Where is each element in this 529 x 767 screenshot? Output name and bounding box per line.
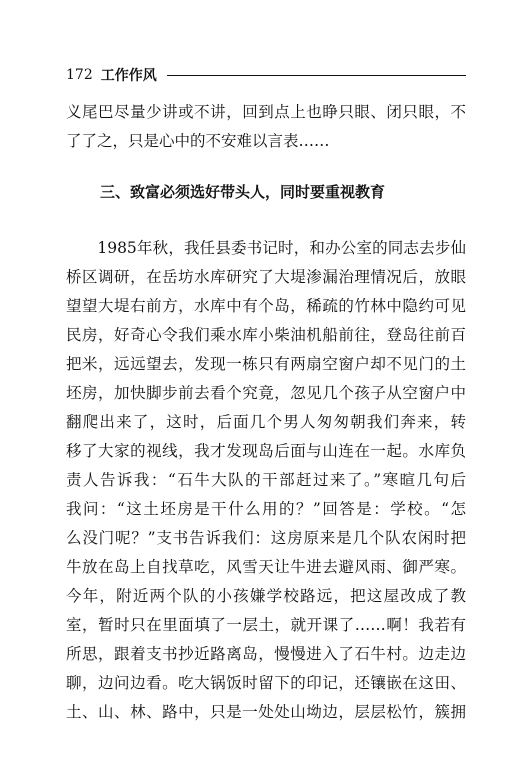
body-line: 我问：“这土坯房是干什么用的？”回答是：学校。“怎: [66, 500, 466, 518]
header-rule: [167, 75, 466, 76]
section-heading: 三、致富必须选好带头人，同时要重视教育: [100, 183, 386, 201]
page-header: [66, 64, 466, 86]
body-line: 么没门呢？”支书告诉我们：这房原来是几个队农闲时把: [66, 529, 466, 547]
body-line: 望望大堤右前方，水库中有个岛，稀疏的竹林中隐约可见: [66, 297, 466, 315]
body-line: 今年，附近两个队的小孩嫌学校路远，把这屋改成了教: [66, 587, 466, 605]
body-line: 土、山、林、路中，只是一处处山坳边，层层松竹，簇拥: [66, 703, 466, 721]
body-line: 牛放在岛上自找草吃，风雪天让牛进去避风雨、御严寒。: [66, 558, 466, 576]
body-line: 1985年秋，我任县委书记时，和办公室的同志去步仙: [66, 239, 466, 257]
body-line: 移了大家的视线，我才发现岛后面与山连在一起。水库负: [66, 442, 466, 460]
body-line: 室，暂时只在里面填了一层土，就开课了……啊！我若有: [66, 616, 466, 634]
body-line: 把米，远远望去，发现一栋只有两扇空窗户却不见门的土: [66, 355, 466, 373]
body-line: 责人告诉我：“石牛大队的干部赶过来了。”寒暄几句后: [66, 471, 466, 489]
page-number: 172: [66, 67, 93, 83]
body-line: 聊，边问边看。吃大锅饭时留下的印记，还镶嵌在这田、: [66, 674, 466, 692]
body-line: 翻爬出来了，这时，后面几个男人匆匆朝我们奔来，转: [66, 413, 466, 431]
body-line: 桥区调研，在岳坊水库研究了大堤渗漏治理情况后，放眼: [66, 268, 466, 286]
running-title: 工作作风: [100, 68, 157, 84]
intro-line: 了了之，只是心中的不安难以言表……: [66, 132, 330, 150]
body-line: 坯房，加快脚步前去看个究竟，忽见几个孩子从空窗户中: [66, 384, 466, 402]
intro-line: 义尾巴尽量少讲或不讲，回到点上也睁只眼、闭只眼，不: [66, 103, 466, 121]
body-line: 所思，跟着支书抄近路离岛，慢慢进入了石牛村。边走边: [66, 645, 466, 663]
body-line: 民房，好奇心令我们乘水库小柴油机船前往，登岛往前百: [66, 326, 466, 344]
